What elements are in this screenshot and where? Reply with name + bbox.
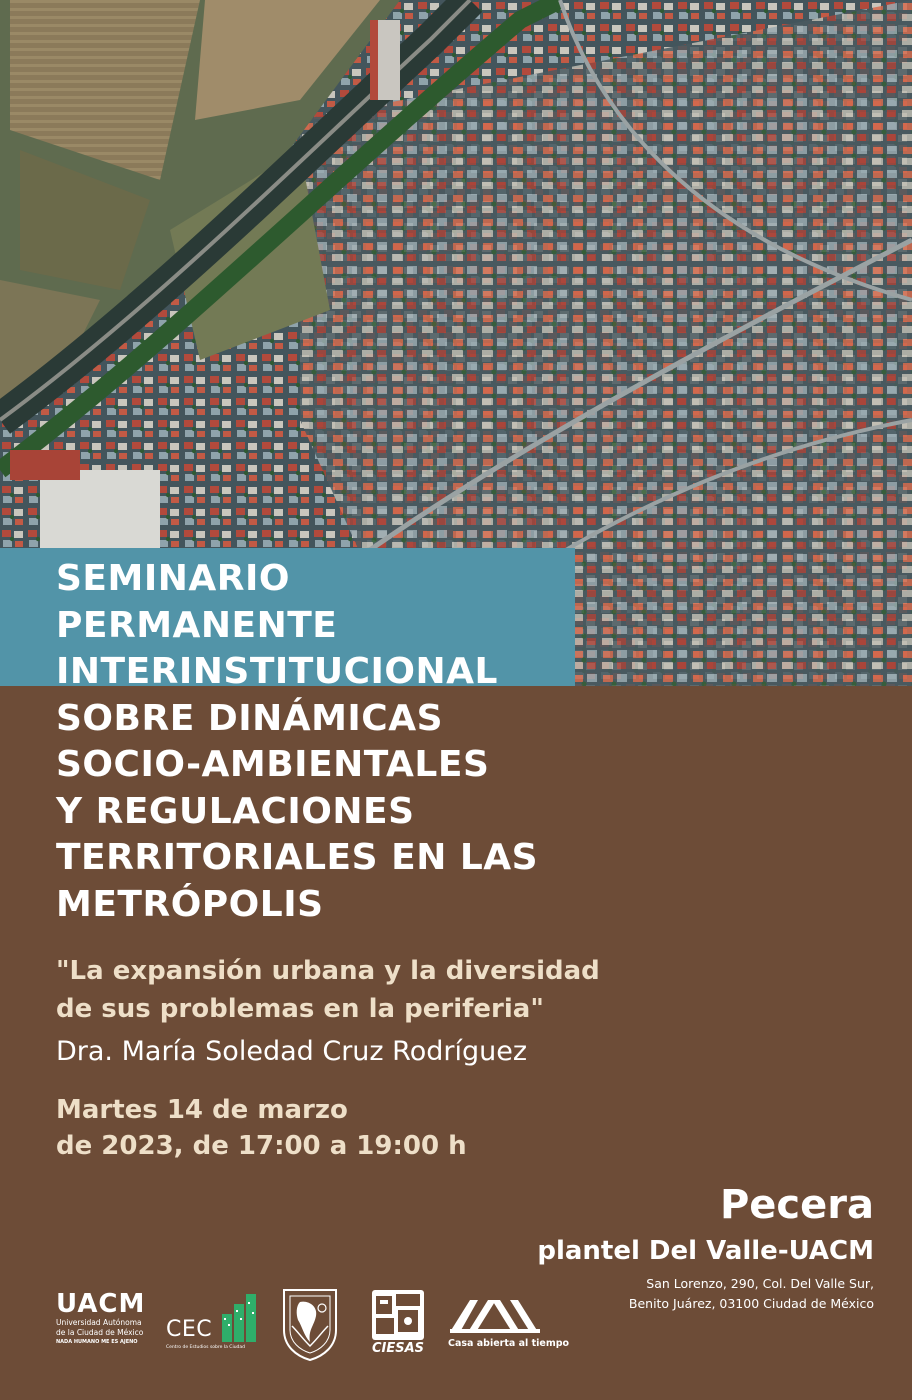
cec-logo-fullname: Centro de Estudios sobre la Ciudad: [166, 1345, 246, 1350]
venue-address: [629, 1274, 874, 1314]
uam-logo: [448, 1296, 570, 1356]
cec-logo-name: CEC: [166, 1317, 213, 1342]
speaker-name: Dra. María Soledad Cruz Rodríguez: [56, 1036, 528, 1067]
unam-seal-logo: [278, 1286, 342, 1362]
date-line: Martes 14 de marzo: [56, 1095, 348, 1125]
uacm-logo-fullname: Universidad Autónoma: [56, 1318, 142, 1327]
title-line: TERRITORIALES EN LAS: [56, 837, 539, 878]
title-line: PERMANENTE: [56, 604, 338, 646]
event-date: [56, 1092, 467, 1164]
seminar-title: [56, 556, 876, 928]
talk-line: de sus problemas en la periferia": [56, 994, 544, 1024]
uacm-logo-name: UACM: [56, 1289, 146, 1319]
title-line: Y REGULACIONES: [56, 790, 415, 832]
ciesas-logo-name: CIESAS: [371, 1341, 425, 1356]
title-line: METRÓPOLIS: [56, 883, 324, 925]
ciesas-glyph-icon: [370, 1288, 426, 1346]
title-line: SOCIO-AMBIENTALES: [56, 744, 490, 785]
address-line: San Lorenzo, 290, Col. Del Valle Sur,: [646, 1276, 874, 1291]
date-line: de 2023, de 17:00 a 19:00 h: [56, 1131, 467, 1161]
uam-mark-icon: [448, 1296, 542, 1336]
uacm-logo: [56, 1290, 161, 1347]
campus-name: plantel Del Valle-UACM: [537, 1236, 874, 1266]
uacm-logo-motto: NADA HUMANO ME ES AJENO: [56, 1339, 138, 1345]
unam-seal-icon: [278, 1286, 342, 1362]
institution-logos: [56, 1282, 570, 1372]
address-line: Benito Juárez, 03100 Ciudad de México: [628, 1296, 874, 1311]
cec-logo: [166, 1292, 258, 1352]
ciesas-logo: [370, 1288, 426, 1360]
title-line: SOBRE DINÁMICAS: [56, 697, 444, 739]
talk-line: "La expansión urbana y la diversidad: [56, 956, 600, 986]
talk-title: [56, 952, 856, 1028]
uacm-logo-fullname: de la Ciudad de México: [56, 1328, 144, 1337]
title-line: INTERINSTITUCIONAL: [56, 651, 498, 692]
uam-logo-motto: Casa abierta al tiempo: [448, 1338, 570, 1349]
title-line: SEMINARIO: [56, 558, 290, 599]
venue-name: Pecera: [719, 1182, 874, 1228]
